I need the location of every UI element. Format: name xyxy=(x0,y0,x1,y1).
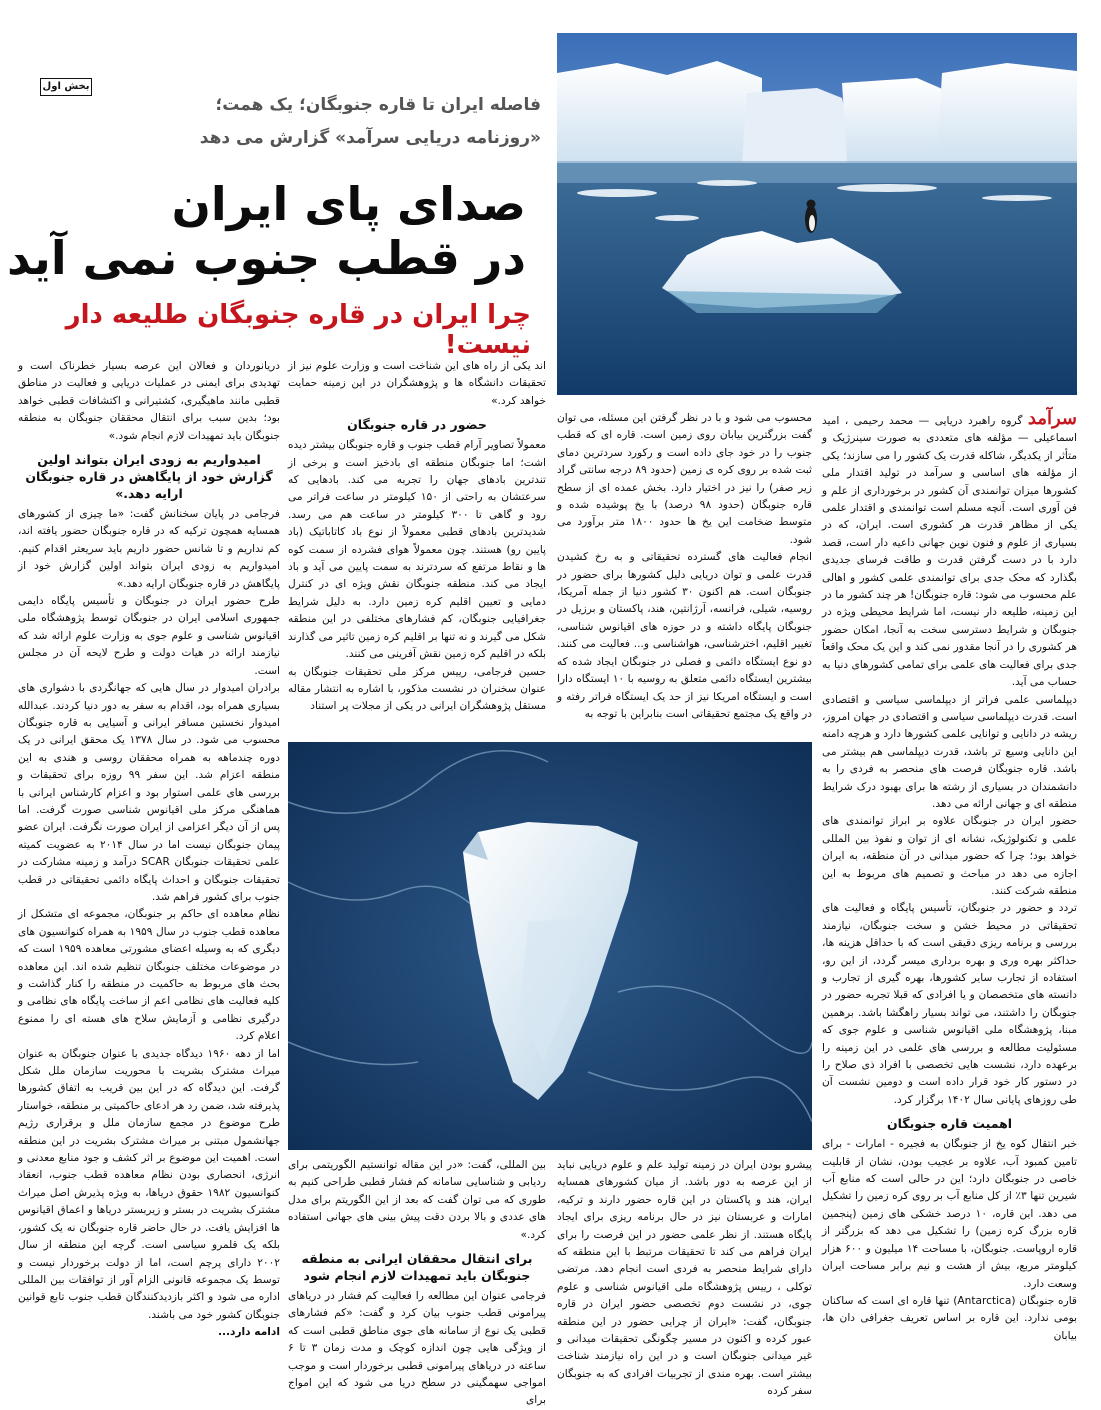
kicker-line-2: «روزنامه دریایی سرآمد» گزارش می دهد xyxy=(199,128,541,148)
column-4 xyxy=(18,358,280,1398)
byline-text: گروه راهبرد دریایی — محمد رحیمی ، امید اسماعیلی — مؤلفه های متعددی به صورت سینرژیک و متأثر از یکدیگر، شاکله قدرت یک کشور را می سازند؛ یکی از مؤلفه های اساسی و سرآمد در تولید اقتدار ملی کشورها میزان توانمندی آن کشور در برخورداری از علم و فن آوری است. آنچه مسلم است توانمندی و اقتدار علمی یکی از مظاهر قدرت هر کشوری است. ایران، که در بسیاری از علوم و فنون نوین جهانی داعیه دار است، قصد دارد با در دست گرفتن قدرت و طاقت فرسای جدیدی بگذارد که محک جدی برای توانمندی علمی کشور و اهالی علم محسوب می شود: قاره جنوبگان! هر چند کشور ما در این زمینه، طلیعه دار نیست، اما شرایط محیطی ویژه در جنوبگان و شرایط دسترسی سخت به آنجا، امکان حضور هر کشوری را در آنجا مقدور نمی کند و این یک محک واقعاً جدی برای فعالیت های علمی برای تمامی کشورهای دنیا به حساب می آید. xyxy=(822,415,1077,689)
paragraph: حسین فرجامی، رییس مرکز ملی تحقیقات جنوبگان به عنوان سخنران در نشست مذکور، با اشاره به انتشار مقاله مستقل پژوهشگران ایرانی در یکی از مجلات پر استناد xyxy=(288,665,546,713)
kicker-line-1: فاصله ایران تا قاره جنوبگان؛ یک همت؛ xyxy=(215,95,541,115)
iceberg-penguin-photo xyxy=(557,33,1077,395)
paragraph: اما از دهه ۱۹۶۰ دیدگاه جدیدی با عنوان جنوبگان به عنوان میراث مشترک بشریت با محوریت سازمان ملل شکل گرفت. این دیدگاه که در این بین قریب به اتفاق کشورها پذیرفته شد، ضمن رد هر ادعای حاکمیتی بر منطقه، خواستار طرح موضوع در مجمع سازمان ملل و برقراری رژیم جهانشمول مبتنی بر میراث مشترک بشریت در این منطقه است. اهمیت این موضوع بر اثر کشف و جود منابع معدنی و انرژی، انحصاری بودن نظام معاهده قطب جنوب، انعقاد کنوانسیون ۱۹۸۲ حقوق دریاها، به ویژه پذیرش اصل میراث مشترک بشریت در بستر و زیربستر دریاها و اعماق اقیانوس ها افزایش یافت. در حال حاضر قاره جنوبگان نه یک کشور، بلکه یک قلمرو سیاسی است. گرچه این منطقه از سال ۲۰۰۲ دارای پرچم است، اما از دولت برخوردار نیست و توسط یک مجموعه قانونی الزام آور از توافقات بین المللی اداره می شود و اکثر بازدیدکنندگان قطب جنوب تابع قوانین جنوبگان کشور خود می باشند. xyxy=(18,1047,280,1321)
paragraph: معمولاً تصاویر آرام قطب جنوب و قاره جنوبگان بیشتر دیده اشت؛ اما جنوبگان منطقه ای بادخیز است و برخی از تندترین بادهای جهان را تجربه می کند. بادهایی که سرعتشان به راحتی از ۱۵۰ کیلومتر در ساعت فراتر می رود و گاهی تا ۳۰۰ کیلومتر در ساعت هم می رسد. شدیدترین بادهای قطبی معمولاً از نوع باد کاتاباتیک (باد پایین رو) هستند. چون معمولاً هوای فشرده از سمت کوه ها و نقاط مرتفع که سردترند به سمت پایین می آید و باد ایجاد می کند. منطقه جنوبگان نقش ویژه ای در کنترل دمایی و تعیین اقلیم کره زمین دارد. به دلیل شرایط جغرافیایی جنوبگان، کم فشارهای مختلفی در این منطقه شکل می گیرند و نه تنها بر اقلیم کره زمین تاثیر می گذارند بلکه در اقلیم کره زمین نقش آفرینی می کنند. xyxy=(288,439,546,661)
headline-line-1: صدای پای ایران xyxy=(171,177,526,231)
continued-note: ادامه دارد... xyxy=(217,1326,280,1339)
subheading: حضور در قاره جنوبگان xyxy=(347,417,487,433)
publication-mark: سرآمد xyxy=(1027,408,1077,429)
paragraph: فرجامی در پایان سخنانش گفت: «ما چیزی از کشورهای همسایه همچون ترکیه که در قاره جنوبگان حضور یافته اند، کم نداریم و تا شانس حضور داریم باید سریعتر اقدام کنیم. امیدواریم به زودی ایران بتواند اولین گزارش خود از پایگاهش در قاره جنوبگان ارایه دهد.» xyxy=(18,508,280,590)
paragraph: نظام معاهده ای حاکم بر جنوبگان، مجموعه ای متشکل از معاهده قطب جنوب در سال ۱۹۵۹ به همراه کنوانسیون های دیگری که به وسیله اعضای مشورتی معاهده ۱۹۵۹ است که در موضوعات مختلف جنوبگان تنظیم شده اند. این معاهده بحث های مربوط به حاکمیت در منطقه را کنار گذاشت و کلیه فعالیت های نظامی اعم از ساخت پایگاه های نظامی و درگیری نظامی و آزمایش سلاح های هسته ای را ممنوع اعلام کرد. xyxy=(18,908,280,1043)
paragraph: پیشرو بودن ایران در زمینه تولید علم و علوم دریایی نباید از این عرصه به دور باشد. از میان کشورهای همسایه ایران، هند و پاکستان در این قاره حضور دارند و ترکیه، امارات و عربستان نیز در حال برنامه ریزی برای ایجاد پایگاه هستند. از نظر علمی حضور در این فرصت را برای ایران فراهم می کند تا تحقیقات مرتبط با این منطقه که دارای شرایط منحصر به فردی است انجام دهد. مرتضی توکلی ، رییس پژوهشگاه ملی اقیانوس شناسی و علوم جوی، در نشست دوم تخصصی حضور ایران در قاره جنوبگان، گفت: «ایران از چرایی حضور در این منطقه عبور کرده و اکنون در مسیر چگونگی تحقیقات میدانی و غیر میدانی جنوبگان است و در این راه نیازمند شناخت بیشتر است. بهره مندی از تجربیات افرادی که به جنوبگان سفر کرده xyxy=(557,1159,812,1398)
column-3-top xyxy=(288,358,546,734)
paragraph: تردد و حضور در جنوبگان، تأسیس پایگاه و فعالیت های تحقیقاتی در محیط خشن و سخت جنوبگان، نیازمند بررسی و برنامه ریزی دقیقی است که با حداقل هزینه ها، حداکثر بهره وری و بهره برداری میسر گردد، از این رو، استفاده از تجارب سایر کشورها، بهره گیری از تجارب و دانسته های متخصصان و یا افرادی که قبلا تجربه حضور در جنوبگان را داشتند، می تواند بسیار راهگشا باشد. برهمین مبنا، پژوهشگاه ملی اقیانوس شناسی و علوم جوی که مسئولیت مطالعه و بررسی های علمی در این زمینه را برعهده دارد، نشست هایی تخصصی با افراد ذی صلاح را در دستور کار خود قرار داده است و دومین نشست آن طی روزهای پایانی سال ۱۴۰۲ برگزار کرد. xyxy=(822,902,1077,1106)
paragraph: بین المللی، گفت: «در این مقاله توانستیم الگوریتمی برای ردیابی و شناسایی سامانه کم فشار قطبی طراحی کنیم به طوری که می توان گفت که بعد از این الگوریتم برای مدل های عددی و بالا بردن دقت پیش بینی های جهانی استفاده کرد.» xyxy=(288,1159,546,1241)
section-tag: بخش اول xyxy=(40,78,92,96)
paragraph: محسوب می شود و با در نظر گرفتن این مسئله، می توان گفت بزرگترین بیابان روی زمین است. قاره ای که قطب جنوب را در خود جای داده است و رکورد سردترین دمای ثبت شده بر روی کره ی زمین (حدود ۸۹ درجه سانتی گراد زیر صفر) را نیز در اختیار دارد. بخش عمده ای از سطح قاره جنوبگان (حدود ۹۸ درصد) با یخ پوشیده شده و متوسط ضخامت این یخ ها حدود ۱۸۰۰ متر برآورد می شود. xyxy=(557,412,812,546)
aerial-iceberg-photo xyxy=(288,742,812,1150)
paragraph: انجام فعالیت های گسترده تحقیقاتی و به رخ کشیدن قدرت علمی و توان دریایی دلیل کشورها برای حضور در جنوبگان است. هم اکنون ۳۰ کشور دنیا از جمله آمریکا، روسیه، شیلی، فرانسه، آرژانتین، هند، پاکستان و برزیل در جنوبگان پایگاه داشته و در حوزه های اقیانوس شناسی، تغییر اقلیم، اخترشناسی، هواشناسی و... فعالیت می کنند. دو نوع ایستگاه دائمی و فصلی در جنوبگان ایجاد شده که بیشترین ایستگاه دائمی متعلق به روسیه با ۱۰ ایستگاه دارا است و ایستگاه امریکا نیز از حد یک ایستگاه فراتر رفته و در واقع یک مجتمع تحقیقاتی است بنابراین با توجه به xyxy=(557,551,812,720)
subheading: امیدواریم به زودی ایران بتواند اولین گزارش خود از پایگاهش در قاره جنوبگان ارایه دهد.» xyxy=(25,452,273,502)
paragraph: برادران امیدوار در سال هایی که جهانگردی با دشواری های بسیاری همراه بود، اقدام به سفر به دور دنیا کردند. عبدالله امیدوار نخستین مسافر ایرانی و آسیایی به قاره جنوبگان محسوب می شود. در سال ۱۳۷۸ یک محقق ایرانی در یک دوره چندماهه به همراه محققان روسی و هندی به این منطقه اعزام شد. این سفر ۹۹ روزه برای تحقیقات و بررسی های علمی استوار بود و اعزام کارشناس ایرانی با هماهنگی مرکز ملی اقیانوس شناسی صورت گرفت. اما پس از آن دیگر اعزامی از ایران صورت نگرفت. ایران عضو پیمان جنوبگان نیست اما در سال ۲۰۱۴ به عضویت کمیته علمی تحقیقات جنوبگان SCAR درآمد و زمینه مشارکت در تحقیقات جنوبگان و احداث پایگاه دائمی تحقیقاتی در قطب جنوب برای کشور فراهم شد. xyxy=(18,682,281,903)
headline-line-2: در قطب جنوب نمی آید xyxy=(6,231,526,285)
paragraph: دیپلماسی علمی فراتر از دیپلماسی سیاسی و اقتصادی است. قدرت دیپلماسی سیاسی و اقتصادی در جهان امروز، ریشه در دانایی و توانایی علمی کشورها دارد و هرچه دامنه این دانایی وسیع تر باشد، قدرت دیپلماسی هم بیشتر می باشد. قاره جنوبگان فرصت های منحصر به فردی را به دانشمندان در بسیاری از رشته ها برای بهبود درک شرایط منطقه ای و جهانی ارائه می دهد. xyxy=(822,693,1077,810)
paragraph: طرح حضور ایران در جنوبگان و تأسیس پایگاه دایمی جمهوری اسلامی ایران در جنوبگان توسط پژوهشگاه ملی اقیانوس شناسی و علوم جوی به وزارت علوم ارائه شد که نیازمند ارائه در هیات دولت و طرح لایحه آن در مجلس است. xyxy=(18,595,280,677)
byline-paragraph xyxy=(822,410,1077,692)
paragraph: خبر انتقال کوه یخ از جنوبگان به فجیره - امارات - برای تامین کمبود آب، علاوه بر عجیب بودن، نشان از قابلیت خاصی در جنوبگان دارد؛ این در حالی است که منابع آب شیرین تنها ۳٪ از کل منابع آب بر روی کره زمین را تشکیل می دهد. این قاره، ۱۰ درصد خشکی های زمین (پنجمین قاره بزرگ کره زمین) را تشکیل می دهد که بزرگتر از قاره اروپاست. جنوبگان، با مساحت ۱۴ میلیون و ۶۰۰ هزار کیلومتر مربع، بیش از هشت و نیم برابر مساحت ایران وسعت دارد. xyxy=(822,1138,1078,1290)
paragraph: اند یکی از راه های این شناخت است و وزارت علوم نیز از تحقیقات دانشگاه ها و پژوهشگران در این زمینه حمایت خواهد کرد.» xyxy=(288,360,546,407)
subheading: برای انتقال محققان ایرانی به منطقه جنوبگان باید تمهیدات لازم انجام شود xyxy=(301,1251,533,1284)
paragraph: فرجامی عنوان این مطالعه را فعالیت کم فشار در دریاهای پیرامونی قطب جنوب بیان کرد و گفت: «کم فشارهای قطبی یک نوع از سامانه های جوی مناطق قطبی است که از ویژگی هایی چون اندازه کوچک و مدت زمان ۳ تا ۶ ساعته در دریاهای پیرامونی قطبی برخوردار است و موجب امواجی سهمگینی در سطح دریا می شود که این امواج برای xyxy=(288,1290,546,1407)
paragraph: قاره جنوبگان (Antarctica) تنها قاره ای است که ساکنان بومی ندارد. این قاره بر اساس تعریف جغرافی دان ها، بیابان xyxy=(822,1294,1077,1342)
subheading: اهمیت قاره جنوبگان xyxy=(886,1116,1013,1132)
column-2-bottom xyxy=(557,1157,812,1397)
column-1 xyxy=(822,410,1077,1395)
paragraph: حضور ایران در جنوبگان علاوه بر ابراز توانمندی های علمی و تکنولوژیک، نشانه ای از توان و نفوذ بین المللی خواهد بود؛ چرا که حضور میدانی در آن منطقه، به ایران اجازه می دهد در مباحث و تصمیم های مربوط به این منطقه شرکت کنند. xyxy=(822,815,1077,897)
column-2-top xyxy=(557,410,812,732)
paragraph: دریانوردان و فعالان این عرصه بسیار خطرناک است و تهدیدی برای ایمنی در عملیات دریایی و فعالیت در مناطق قطبی مانند ماهیگیری، کشتیرانی و اکتشافات قطبی خواهد بود؛ بدین سبب برای انتقال محققان جنوبگان به منطقه جنوبگان باید تمهیدات لازم انجام شود.» xyxy=(18,360,280,442)
column-3-bottom xyxy=(288,1157,546,1407)
subheadline: چرا ایران در قاره جنوبگان طلیعه دار نیست! xyxy=(65,300,531,360)
